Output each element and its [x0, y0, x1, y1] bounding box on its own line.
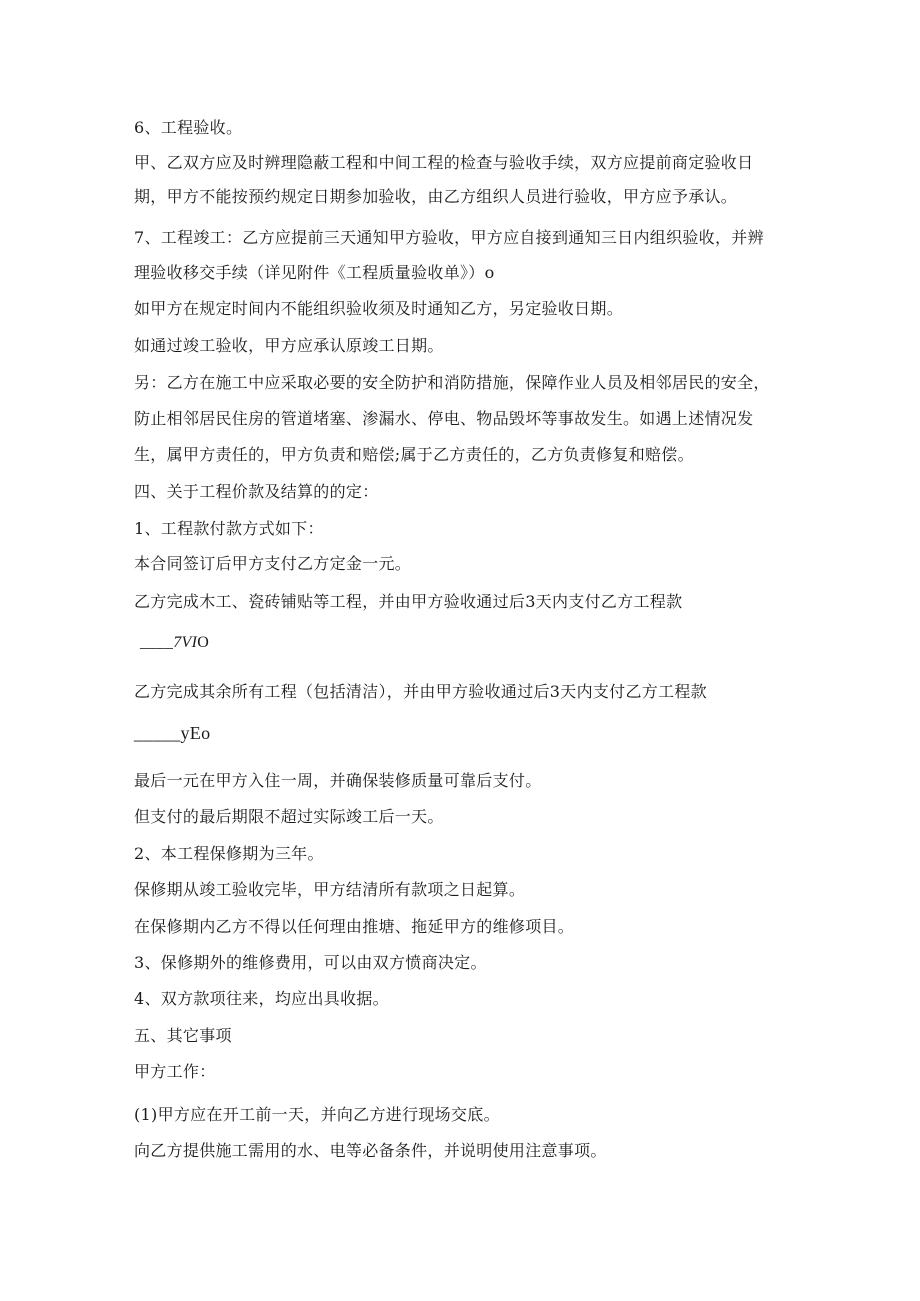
subsection-heading: 3、保修期外的维修费用，可以由双方愤商决定。 [134, 953, 487, 972]
paragraph-line: 甲、乙双方应及时辨理隐蔽工程和中间工程的检查与验收手续，双方应提前商定验收日 [134, 153, 754, 172]
paragraph-line: 但支付的最后期限不超过实际竣工后一天。 [134, 807, 444, 826]
subsection-heading: 1、工程款付款方式如下： [134, 519, 324, 538]
payment-blank-line: _____yEo [134, 723, 211, 743]
section-5-heading: 五、其它事项 [134, 1026, 232, 1045]
paragraph-line: 另：乙方在施工中应采取必要的安全防护和消防措施，保障作业人员及相邻居民的安全， [134, 373, 770, 392]
paragraph-line: 如通过竣工验收，甲方应承认原竣工日期。 [134, 336, 444, 355]
paragraph-line: 如甲方在规定时间内不能组织验收须及时通知乙方，另定验收日期。 [134, 299, 624, 318]
subsection-heading: 2、本工程保修期为三年。 [134, 844, 324, 863]
payment-blank-line [140, 632, 209, 654]
amount-tail: O [197, 634, 210, 651]
paragraph-line: 乙方完成木工、瓷砖铺贴等工程，并由甲方验收通过后3天内支付乙方工程款 [134, 592, 683, 611]
paragraph-line: 在保修期内乙方不得以任何理由推塘、拖延甲方的维修项目。 [134, 917, 575, 936]
section-7-heading: 7、工程竣工：乙方应提前三天通知甲方验收，甲方应自接到通知三日内组织验收，并辨 [134, 228, 764, 247]
paragraph-line: 本合同签订后甲方支付乙方定金一元。 [134, 554, 412, 573]
paragraph-line: 理验收移交手续（详见附件《工程质量验收单》）o [134, 263, 495, 282]
paragraph-line: 甲方工作： [134, 1062, 216, 1081]
paragraph-line: 生，属甲方责任的，甲方负责和赔偿;属于乙方责任的，乙方负责修复和赔偿。 [134, 445, 694, 464]
subsection-heading: 4、双方款项往来，均应出具收据。 [134, 989, 389, 1008]
paragraph-line: 向乙方提供施工需用的水、电等必备条件，并说明使用注意事项。 [134, 1141, 607, 1160]
paragraph-line: 防止相邻居民住房的管道堵塞、渗漏水、停电、物品毁坏等事故发生。如遇上述情况发 [134, 409, 754, 428]
paragraph-line: 期，甲方不能按预约规定日期参加验收，由乙方组织人员进行验收，甲方应予承认。 [134, 187, 738, 206]
amount-value: 7VI [173, 634, 198, 651]
section-6-heading: 6、工程验收。 [134, 118, 243, 137]
paragraph-line: 保修期从竣工验收完毕，甲方结清所有款项之日起算。 [134, 880, 526, 899]
section-4-heading: 四、关于工程价款及结算的的定： [134, 482, 379, 501]
blank-underscore: ____ [140, 634, 174, 651]
paragraph-line: (1)甲方应在开工前一天，并向乙方进行现场交底。 [134, 1105, 500, 1124]
paragraph-line: 乙方完成其余所有工程（包括清洁），并由甲方验收通过后3天内支付乙方工程款 [134, 682, 707, 701]
paragraph-line: 最后一元在甲方入住一周，并确保装修质量可靠后支付。 [134, 771, 542, 790]
